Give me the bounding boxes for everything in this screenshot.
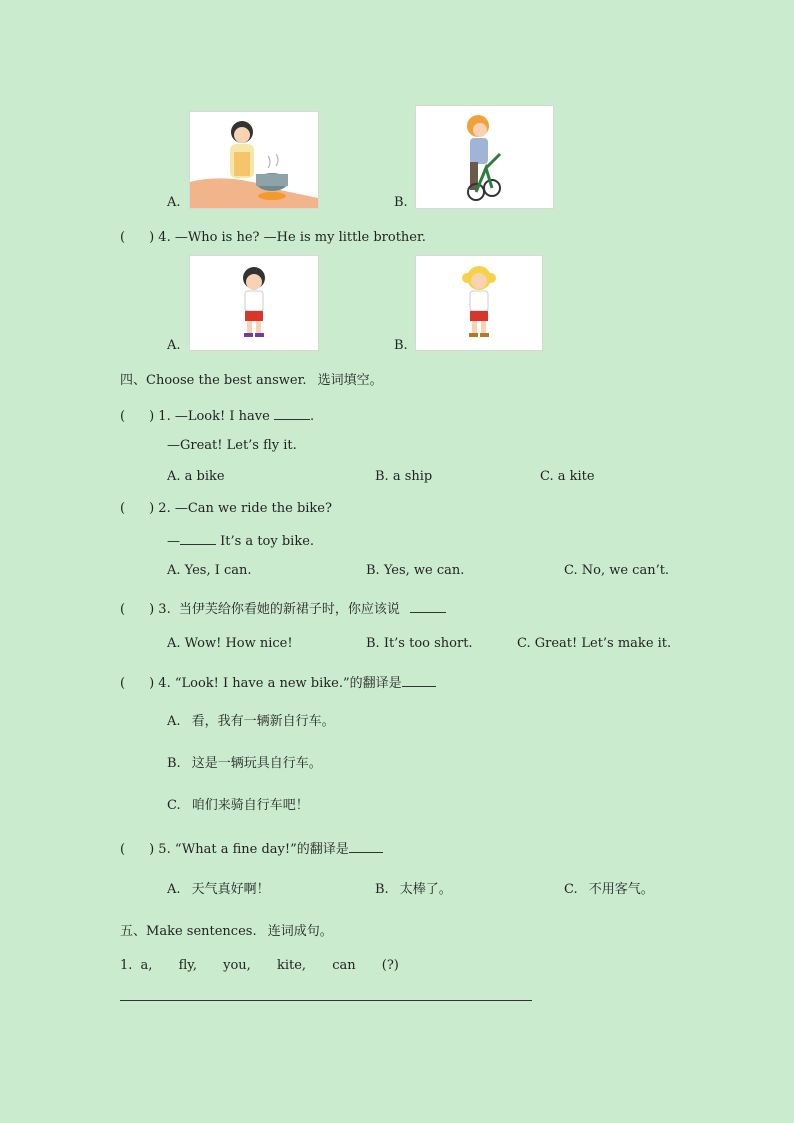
q4-question <box>120 230 426 245</box>
s4-q2-option-b[interactable]: B. Yes, we can. <box>366 563 465 578</box>
girl-bike-icon <box>416 106 553 208</box>
word: fly, <box>178 958 197 973</box>
s5-item1-words: 1. a, fly, you, kite, can (?) <box>120 958 399 973</box>
fill-blank[interactable] <box>180 532 216 545</box>
s4-q5-option-a[interactable]: A. 天气真好啊！ <box>167 882 270 897</box>
s4-q4-option-a[interactable]: A. 看，我有一辆新自行车。 <box>167 714 335 729</box>
s4-q3-option-b[interactable]: B. It’s too short. <box>366 636 473 651</box>
fill-blank[interactable] <box>402 674 436 687</box>
word: a, <box>140 958 153 973</box>
s4-q2-option-a[interactable]: A. Yes, I can. <box>167 563 252 578</box>
option-image-girl-cooking <box>189 111 319 209</box>
s4-q2-line1: ( ) 2. —Can we ride the bike? <box>120 501 332 516</box>
answer-paren-open: ( <box>120 230 126 245</box>
word: you, <box>223 958 251 973</box>
s4-q5-option-b[interactable]: B. 太棒了。 <box>375 882 452 897</box>
s4-q4-line1: ( ) 4. “Look! I have a new bike.”的翻译是 <box>120 672 436 691</box>
answer-paren-close: ) <box>149 230 155 245</box>
option-image-girl <box>415 255 543 351</box>
s4-q1-line2: —Great! Let’s fly it. <box>167 438 297 453</box>
section-4-title-en: Choose the best answer. <box>146 373 307 388</box>
section-4-title-cn: 选词填空。 <box>317 373 383 388</box>
s4-q4-option-b[interactable]: B. 这是一辆玩具自行车。 <box>167 756 322 771</box>
q3-option-b-label[interactable]: B. <box>394 195 408 210</box>
q4-option-b-label[interactable]: B. <box>394 338 408 353</box>
s4-q5-option-c[interactable]: C. 不用客气。 <box>564 882 654 897</box>
option-image-boy <box>189 255 319 351</box>
s4-q1-option-b[interactable]: B. a ship <box>375 469 433 484</box>
section-4-number: 四、 <box>120 373 147 388</box>
q3-option-a-label[interactable]: A. <box>167 195 181 210</box>
girl-icon <box>416 256 542 350</box>
girl-cooking-icon <box>190 112 318 208</box>
s4-q1-option-c[interactable]: C. a kite <box>540 469 595 484</box>
s4-q1-option-a[interactable]: A. a bike <box>167 469 225 484</box>
section-5-number: 五、 <box>120 924 147 939</box>
q4-option-a-label[interactable]: A. <box>167 338 181 353</box>
q4-text: 4. —Who is he? —He is my little brother. <box>158 230 426 245</box>
s4-q2-option-c[interactable]: C. No, we can’t. <box>564 563 670 578</box>
section-5-title-cn: 连词成句。 <box>267 924 333 939</box>
fill-blank[interactable] <box>349 840 383 853</box>
section-5-title-en: Make sentences. <box>146 924 257 939</box>
option-image-girl-bike <box>415 105 554 209</box>
word: can <box>332 958 356 973</box>
word: (?) <box>381 958 399 973</box>
boy-icon <box>190 256 318 350</box>
s4-q4-option-c[interactable]: C. 咱们来骑自行车吧！ <box>167 798 309 813</box>
s4-q3-line1: ( ) 3. 当伊芙给你看她的新裙子时，你应该说 <box>120 598 446 617</box>
s4-q5-line1: ( ) 5. “What a fine day!”的翻译是 <box>120 838 383 857</box>
s4-q3-option-a[interactable]: A. Wow! How nice! <box>167 636 293 651</box>
answer-line[interactable] <box>120 1000 532 1001</box>
s4-q1-line1: ( ) 1. —Look! I have . <box>120 409 315 424</box>
s4-q2-line2: — It’s a toy bike. <box>167 534 315 549</box>
word: kite, <box>276 958 307 973</box>
section-5-heading <box>120 920 333 939</box>
section-4-heading <box>120 369 383 388</box>
fill-blank[interactable] <box>410 600 446 613</box>
fill-blank[interactable] <box>274 407 310 420</box>
s4-q3-option-c[interactable]: C. Great! Let’s make it. <box>517 636 672 651</box>
